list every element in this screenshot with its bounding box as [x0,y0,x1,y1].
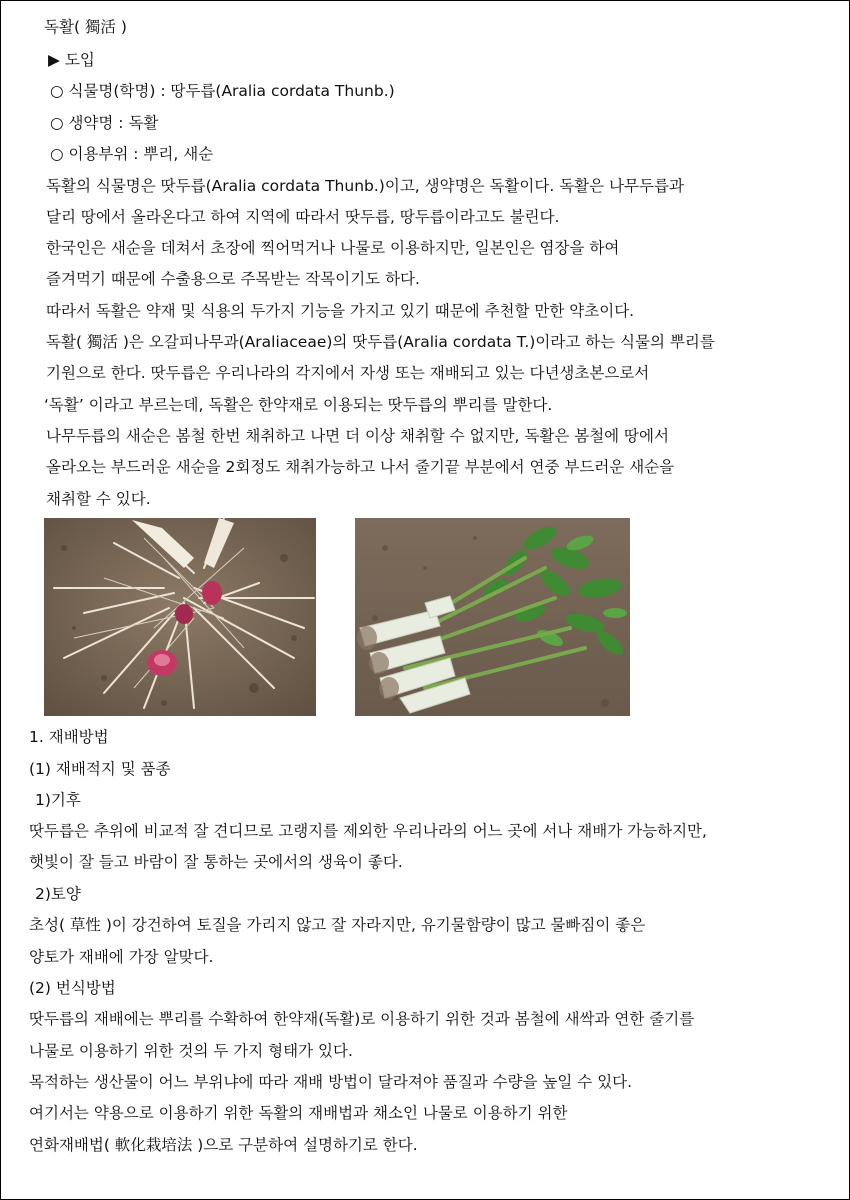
page-title: 독활( 獨活 ) [44,18,127,36]
body-line: ‘독활’ 이라고 부르는데, 독활은 한약재로 이용되는 땃두릅의 뿌리를 말한다. [44,396,553,414]
body-line: 올라오는 부드러운 새순을 2회정도 채취가능하고 나서 줄기끝 부분에서 연중 부드러운 새순을 [46,458,675,476]
intro-heading: ▶ 도입 [48,51,95,69]
soil-line: 초성( 草性 )이 강건하여 토질을 가리지 않고 잘 자라지만, 유기물함량이 많고 물빠짐이 좋은 [29,916,646,934]
propagation-line: 나물로 이용하기 위한 것의 두 가지 형태가 있다. [29,1042,353,1060]
body-line: 기원으로 한다. 땃두릅은 우리나라의 각지에서 자생 또는 재배되고 있는 다년생초본으로서 [46,364,650,382]
climate-line: 땃두릅은 추위에 비교적 잘 견디므로 고랭지를 제외한 우리나라의 어느 곳에 서나 재배가 가능하지만, [29,822,707,840]
body-line: 즐겨먹기 때문에 수출용으로 주목받는 작목이기도 하다. [46,270,420,288]
body-line: 독활의 식물명은 땃두릅(Aralia cordata Thunb.)이고, 생약명은 독활이다. 독활은 나무두릅과 [46,177,684,195]
propagation-line: 목적하는 생산물이 어느 부위냐에 따라 재배 방법이 달라져야 품질과 수량을 높일 수 있다. [29,1073,633,1091]
climate-line: 햇빛이 잘 들고 바람이 잘 통하는 곳에서의 생육이 좋다. [29,853,403,871]
subsection-heading: (2) 번식방법 [29,979,116,997]
section-heading: 1. 재배방법 [29,728,109,746]
root-photo [44,518,316,716]
soil-line: 양토가 재배에 가장 알맞다. [29,948,214,966]
soil-heading: 2)토양 [35,885,81,903]
intro-item: ○ 생약명 : 독활 [50,114,159,132]
propagation-line: 연화재배법( 軟化栽培法 )으로 구분하여 설명하기로 한다. [29,1136,418,1154]
intro-item: ○ 식물명(학명) : 땅두릅(Aralia cordata Thunb.) [50,82,395,100]
body-line: 독활( 獨活 )은 오갈피나무과(Araliaceae)의 땃두릅(Aralia cordata T.)이라고 하는 식물의 뿌리를 [46,333,715,351]
body-line: 한국인은 새순을 데쳐서 초장에 찍어먹거나 나물로 이용하지만, 일본인은 염장을 하여 [46,239,620,257]
body-line: 따라서 독활은 약재 및 식용의 두가지 기능을 가지고 있기 때문에 추천할 만한 약초이다. [46,302,635,320]
body-line: 나무두릅의 새순은 봄철 한번 채취하고 나면 더 이상 채취할 수 없지만, 독활은 봄철에 땅에서 [46,427,669,445]
intro-item: ○ 이용부위 : 뿌리, 새순 [50,145,214,163]
subsection-heading: (1) 재배적지 및 품종 [29,760,171,778]
body-line: 채취할 수 있다. [46,490,151,508]
shoot-photo [355,518,630,716]
propagation-line: 여기서는 약용으로 이용하기 위한 독활의 재배법과 채소인 나물로 이용하기 위한 [29,1104,568,1122]
propagation-line: 땃두릅의 재배에는 뿌리를 수확하여 한약재(독활)로 이용하기 위한 것과 봄철에 새싹과 연한 줄기를 [29,1010,695,1028]
climate-heading: 1)기후 [35,791,81,809]
body-line: 달리 땅에서 올라온다고 하여 지역에 따라서 땃두릅, 땅두릅이라고도 불린다. [46,208,560,226]
